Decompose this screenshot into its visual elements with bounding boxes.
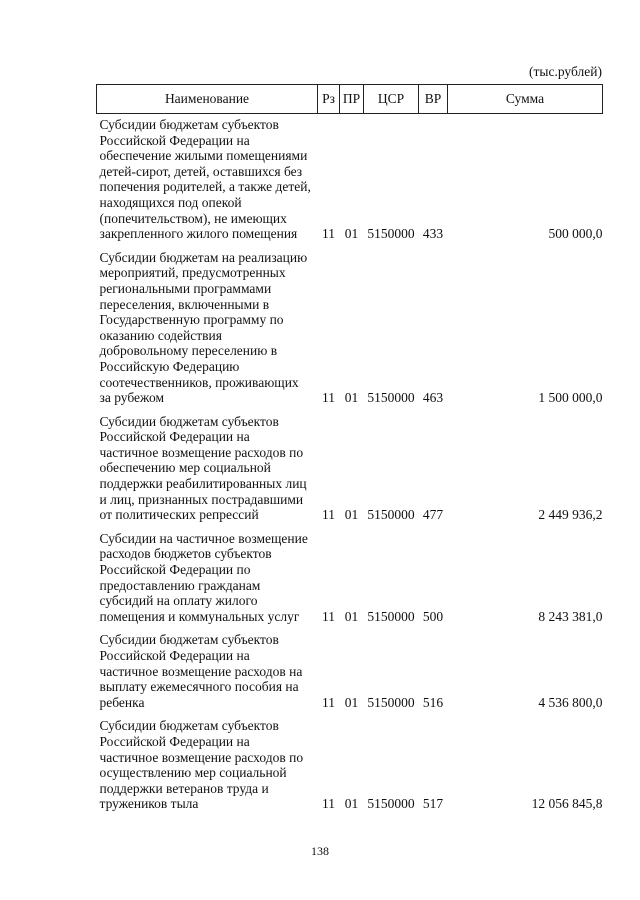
cell-pr: 01 xyxy=(344,226,359,242)
name-line: помещения и коммунальных услуг xyxy=(99,608,300,624)
table-row xyxy=(97,414,603,523)
name-line: частичное возмещение расходов по xyxy=(99,444,304,460)
cell-name xyxy=(97,531,318,625)
name-line: Субсидии на частичное возмещение xyxy=(99,530,308,546)
name-line: находящихся под опекой xyxy=(99,194,242,210)
name-line: частичное возмещение расходов по xyxy=(99,749,304,765)
page-number: 138 xyxy=(311,844,329,858)
cell-sum: 2 449 936,2 xyxy=(538,507,603,523)
name-line: выплату ежемесячного пособия на xyxy=(99,679,299,695)
name-line: переселения, включенными в xyxy=(99,296,270,312)
name-line: детей-сирот, детей, оставшихся без xyxy=(99,163,303,179)
cell-rz: 11 xyxy=(322,608,335,624)
cell-csr: 5150000 xyxy=(367,694,415,710)
name-line: поддержки ветеранов труда и xyxy=(99,780,269,796)
cell-vr: 477 xyxy=(422,507,444,523)
table-row xyxy=(97,632,603,710)
cell-csr: 5150000 xyxy=(367,507,415,523)
cell-rz: 11 xyxy=(322,226,335,242)
column-header-rz: Рз xyxy=(318,85,340,114)
cell-vr: 433 xyxy=(422,226,444,242)
column-header-vr: ВР xyxy=(419,85,448,114)
row-spacer xyxy=(97,624,603,632)
name-line: добровольному переселению в xyxy=(99,343,278,359)
cell-csr: 5150000 xyxy=(367,608,415,624)
row-spacer xyxy=(97,710,603,718)
name-line: Субсидии бюджетам субъектов xyxy=(99,718,279,734)
cell-rz: 11 xyxy=(322,796,335,812)
name-line: мероприятий, предусмотренных xyxy=(99,265,286,281)
row-spacer-cell xyxy=(97,242,603,250)
name-line: региональными программами xyxy=(99,280,272,296)
cell-name xyxy=(97,632,318,710)
row-spacer xyxy=(97,406,603,414)
name-line: соотечественников, проживающих xyxy=(99,374,299,390)
cell-name xyxy=(97,718,318,812)
name-line: Субсидии бюджетам субъектов xyxy=(99,413,279,429)
name-line: ребенка xyxy=(99,694,145,710)
name-line: (попечительством), не имеющих xyxy=(99,210,287,226)
cell-pr: 01 xyxy=(344,796,359,812)
cell-csr: 5150000 xyxy=(367,796,415,812)
cell-rz: 11 xyxy=(322,390,335,406)
name-line: тружеников тыла xyxy=(99,796,199,812)
name-line: частичное возмещение расходов на xyxy=(99,663,303,679)
cell-rz: 11 xyxy=(322,507,335,523)
cell-vr: 516 xyxy=(422,694,444,710)
table-row xyxy=(97,114,603,242)
cell-vr: 463 xyxy=(422,390,444,406)
name-line: попечения родителей, а также детей, xyxy=(99,179,311,195)
name-line: обеспечению мер социальной xyxy=(99,460,271,476)
row-spacer-cell xyxy=(97,710,603,718)
table-row xyxy=(97,250,603,406)
cell-name xyxy=(97,114,318,242)
name-line: Российской Федерации по xyxy=(99,562,251,578)
row-spacer xyxy=(97,242,603,250)
name-line: за рубежом xyxy=(99,390,165,406)
name-line: закрепленного жилого помещения xyxy=(99,226,298,242)
name-line: Российскую Федерацию xyxy=(99,358,240,374)
cell-sum: 1 500 000,0 xyxy=(538,390,603,406)
unit-note: (тыс.рублей) xyxy=(529,64,602,79)
name-line: Российской Федерации на xyxy=(99,733,250,749)
row-spacer-cell xyxy=(97,406,603,414)
row-spacer xyxy=(97,523,603,531)
name-line: субсидий на оплату жилого xyxy=(99,593,258,609)
name-line: поддержки реабилитированных лиц xyxy=(99,476,307,492)
cell-csr: 5150000 xyxy=(367,390,415,406)
cell-name xyxy=(97,414,318,523)
table-row xyxy=(97,718,603,812)
cell-sum: 12 056 845,8 xyxy=(531,796,603,812)
name-line: Государственную программу по xyxy=(99,312,284,328)
name-line: Субсидии бюджетам субъектов xyxy=(99,632,279,648)
name-line: оказанию содействия xyxy=(99,327,222,343)
cell-sum: 8 243 381,0 xyxy=(538,608,603,624)
cell-pr: 01 xyxy=(344,507,359,523)
column-header-sum: Сумма xyxy=(448,85,603,114)
name-line: от политических репрессий xyxy=(99,507,259,523)
cell-pr: 01 xyxy=(344,694,359,710)
name-line: предоставлению гражданам xyxy=(99,577,261,593)
row-spacer-cell xyxy=(97,624,603,632)
cell-rz: 11 xyxy=(322,694,335,710)
column-header-pr: ПР xyxy=(340,85,364,114)
name-line: расходов бюджетов субъектов xyxy=(99,546,272,562)
cell-pr: 01 xyxy=(344,390,359,406)
name-line: осуществлению мер социальной xyxy=(99,765,287,781)
cell-csr: 5150000 xyxy=(367,226,415,242)
name-line: Субсидии бюджетам на реализацию xyxy=(99,249,308,265)
row-spacer-cell xyxy=(97,523,603,531)
budget-table xyxy=(96,84,603,812)
table-body xyxy=(97,114,603,812)
name-line: Субсидии бюджетам субъектов xyxy=(99,117,279,132)
table-row xyxy=(97,531,603,625)
name-line: Российской Федерации на xyxy=(99,429,250,445)
cell-sum: 4 536 800,0 xyxy=(538,694,603,710)
cell-sum: 500 000,0 xyxy=(548,226,603,242)
name-line: обеспечение жилыми помещениями xyxy=(99,148,308,164)
column-header-csr: ЦСР xyxy=(364,85,419,114)
cell-name xyxy=(97,250,318,406)
cell-vr: 500 xyxy=(422,608,444,624)
cell-pr: 01 xyxy=(344,608,359,624)
name-line: Российской Федерации на xyxy=(99,132,250,148)
column-header-name: Наименование xyxy=(97,85,318,114)
cell-vr: 517 xyxy=(422,796,444,812)
name-line: и лиц, признанных пострадавшими xyxy=(99,491,304,507)
table-header xyxy=(97,85,603,114)
name-line: Российской Федерации на xyxy=(99,648,250,663)
